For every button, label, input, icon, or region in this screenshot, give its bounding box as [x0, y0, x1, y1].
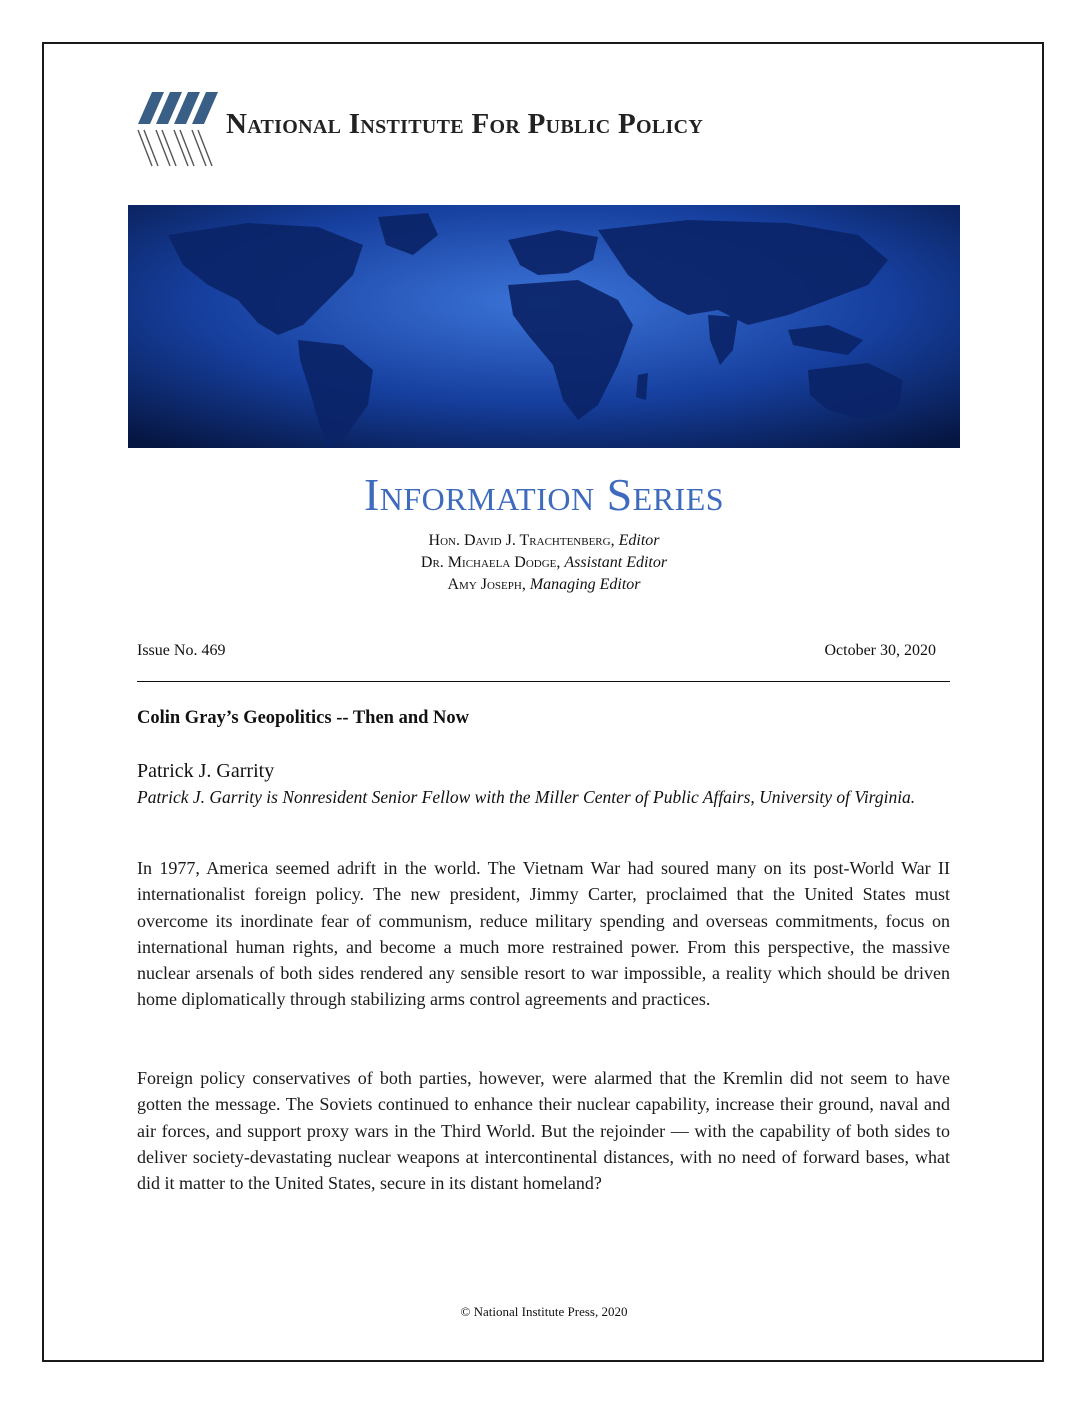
editor-line: Amy Joseph, Managing Editor	[447, 576, 641, 593]
institute-logo-icon	[136, 90, 222, 170]
editor-name: Amy Joseph	[447, 576, 522, 593]
body-paragraph: Foreign policy conservatives of both parties, however, were alarmed that the Kremlin did not seem to have gotten the message. The Soviets continued to enhance their nuclear capability, increase their ground, naval and air forces, and support proxy wars in the Third World. But the rejoinder — with the capability of both sides to deliver society-devastating nuclear weapons at intercontinental distances, with no need of forward bases, what did it matter to the United States, secure in its distant homeland?	[137, 1068, 950, 1194]
divider	[137, 681, 950, 682]
editor-name: Dr. Michaela Dodge	[420, 554, 557, 571]
article-title: Colin Gray’s Geopolitics -- Then and Now	[137, 708, 469, 728]
author-affiliation: Patrick J. Garrity is Nonresident Senior Fellow with the Miller Center of Public Affairs, University of Virginia.	[137, 787, 916, 807]
editor-role: Managing Editor	[529, 576, 641, 593]
world-map-banner	[128, 205, 960, 448]
editor-role: Assistant Editor	[564, 554, 668, 571]
author-name: Patrick J. Garrity	[137, 760, 275, 782]
editor-role: Editor	[618, 532, 660, 549]
series-title: Information Series	[363, 469, 725, 520]
org-name: National Institute For Public Policy	[226, 108, 704, 140]
editor-list	[0, 530, 1088, 596]
body-paragraph: In 1977, America seemed adrift in the world. The Vietnam War had soured many on its post-World War II internationalist foreign policy. The new president, Jimmy Carter, proclaimed that the United States must overcome its inordinate fear of communism, reduce military spending and overseas commitments, focus on international human rights, and become a much more restrained power. From this perspective, the massive nuclear arsenals of both sides rendered any sensible resort to war impossible, a reality which should be driven home diplomatically through stabilizing arms control agreements and practices.	[137, 858, 950, 1010]
editor-line: Hon. David J. Trachtenberg, Editor	[428, 532, 660, 549]
editor-name: Hon. David J. Trachtenberg	[428, 532, 611, 549]
issue-number: Issue No. 469	[137, 642, 226, 659]
issue-date: October 30, 2020	[824, 642, 936, 659]
copyright-footer: © National Institute Press, 2020	[460, 1304, 628, 1319]
editor-line: Dr. Michaela Dodge, Assistant Editor	[420, 554, 668, 571]
